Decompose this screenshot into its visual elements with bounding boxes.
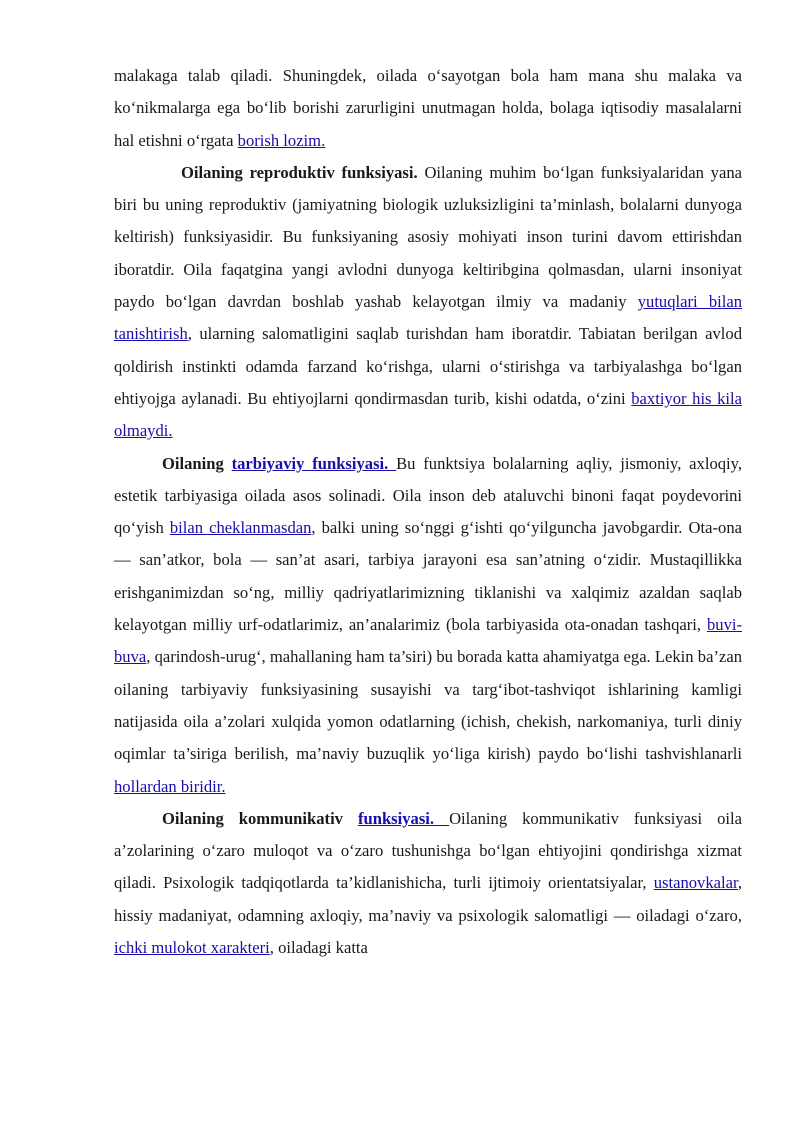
paragraph-text: , balki uning so‘nggi g‘ishti qo‘yilguncha javobgardir. Ota-ona — san’atkor, bola — san’at asari, tarbiya jarayoni esa san’atning o‘zidir. Mustaqillikka erishganimizdan so‘ng, milliy qadriyatlarimizning tiklanishi va xalqimiz azaldan saqlab kelayotgan milliy urf-odatlarimiz, an’analarimiz (bola tarbiyasida ota-onadan tashqari, xyxy=(114,518,742,635)
paragraph-educational xyxy=(114,448,742,803)
link-ichki-mulokot[interactable]: ichki mulokot xarakteri xyxy=(114,938,270,958)
paragraph-text: , ularning salomatligini saqlab turishdan ham iboratdir. Tabiatan berilgan avlod qoldirish instinkti odamda farzand ko‘rishga, ularni o‘stirishga va tarbiyalashga bo‘lgan ehtiyojga aylanadi. Bu ehtiyojlarni qondirmasdan turib, kishi odatda, o‘zini xyxy=(114,324,742,408)
paragraph-text: , hissiy madaniyat, odamning axloqiy, ma’naviy va psixologik salomatligi — oiladagi o‘zaro, xyxy=(114,873,742,925)
link-ustanovkalar[interactable]: ustanovkalar xyxy=(653,873,738,893)
paragraph-text: Bu funktsiya bolalarning aqliy, jismoniy, axloqiy, estetik tarbiyasiga oilada asos solinadi. Oila inson deb ataluvchi binoni faqat poydevorini qo‘yish xyxy=(114,453,743,538)
link-tarbiyaviy-funksiyasi[interactable]: tarbiyaviy funksiyasi. xyxy=(231,453,397,473)
paragraph-economic-end xyxy=(114,60,742,157)
link-hollardan[interactable]: hollardan biridir. xyxy=(114,776,226,796)
link-yutuqlari[interactable]: yutuqlari bilan tanishtirish xyxy=(114,292,742,344)
section-heading-communicative: Oilaning kommunikativ xyxy=(162,808,358,828)
section-heading-reproductive: Oilaning reproduktiv funksiyasi. xyxy=(181,162,418,182)
paragraph-communicative xyxy=(114,803,742,964)
paragraph-text: Oilaning kommunikativ funksiyasi oila a’zolarining o‘zaro muloqot va o‘zaro tushunishga bo‘lgan ehtiyojini qondirishga xizmat qiladi. Psixologik tadqiqotlarda ta’kidlanishicha, turli ijtimoiy orientatsiyalar, xyxy=(114,808,742,893)
paragraph-text: , oiladagi katta xyxy=(269,938,368,958)
document-page xyxy=(114,60,742,964)
link-buvi-buva[interactable]: buvi-buva xyxy=(114,615,742,667)
link-baxtiyor[interactable]: baxtiyor his kila olmaydi. xyxy=(114,388,742,441)
paragraph-text: , qarindosh-urug‘, mahallaning ham ta’siri) bu borada katta ahamiyatga ega. Lekin ba’zan oilaning tarbiyaviy funksiyasining susayishi va targ‘ibot-tashviqot ishlarining kamligi natijasida oila a’zolari xulqida yomon odatlarning (ichish, chekish, narkomaniya, turli diniy oqimlar ta’siriga berilish, ma’naviy buzuqlik yo‘liga kirish) paydo bo‘lishi tashvishlanarli xyxy=(114,647,742,764)
link-borish-lozim[interactable]: borish lozim. xyxy=(237,130,326,150)
paragraph-text: Oilaning muhim bo‘lgan funksiyalaridan yana biri bu uning reproduktiv (jamiyatning biologik uzluksizligini ta’minlash, bolalarni dunyoga keltirish) funksiyasidir. Bu funksiyaning asosiy mohiyati inson turini davom ettirishdan iboratdir. Oila faqatgina yangi avlodni dunyoga keltiribgina qolmasdan, ularni insoniyat paydo bo‘lgan davrdan boshlab yashab kelayotgan ilmiy va madaniy xyxy=(114,162,742,312)
section-heading-educational: Oilaning xyxy=(162,453,232,473)
paragraph-text: malakaga talab qiladi. Shuningdek, oilada o‘sayotgan bola ham mana shu malaka va ko‘nikmalarga ega bo‘lib borishi zarurligini unutmagan holda, bolaga iqtisodiy masalalarni hal etishni o‘rgata xyxy=(114,66,742,150)
paragraph-reproductive xyxy=(114,157,742,448)
link-funksiyasi[interactable]: funksiyasi. xyxy=(357,808,450,828)
link-cheklanmasdan[interactable]: bilan cheklanmasdan xyxy=(169,518,312,538)
